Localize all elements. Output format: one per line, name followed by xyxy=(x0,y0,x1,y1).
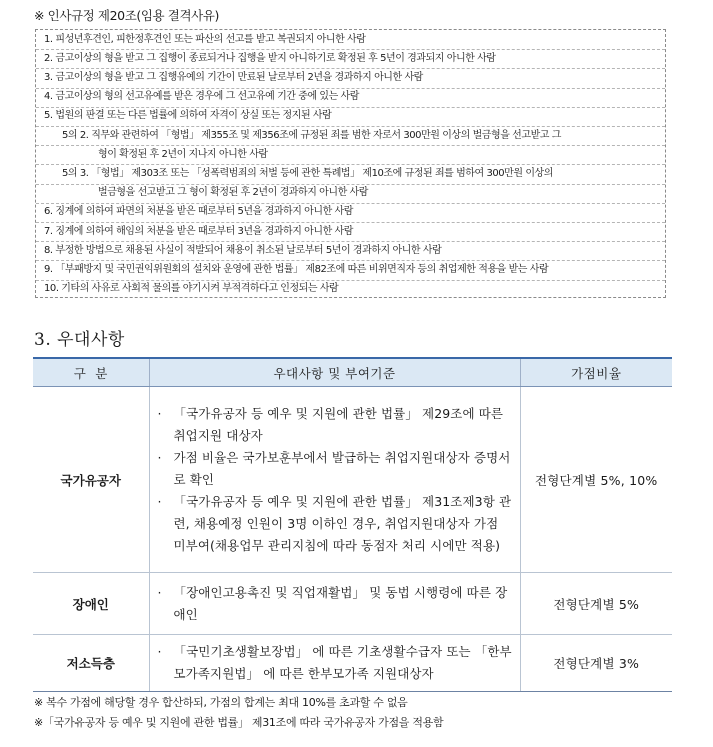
rule-separator xyxy=(36,88,665,89)
table-row xyxy=(33,387,672,573)
rule-line: 5의 2. 직무와 관련하여 「형법」 제355조 및 제356조에 규정된 죄를 범한 자로서 300만원 이상의 벌금형을 선고받고 그 xyxy=(62,129,561,141)
criteria-item xyxy=(158,641,514,685)
rule-line: 1. 피성년후견인, 피한정후견인 또는 파산의 선고를 받고 복권되지 아니한 사람 xyxy=(44,33,366,45)
rule-line: 3. 금고이상의 형을 받고 그 집행유예의 기간이 만료된 날로부터 2년을 경과하지 아니한 사람 xyxy=(44,71,423,83)
bullet: · xyxy=(157,584,162,600)
rule-separator xyxy=(36,107,665,108)
table-row xyxy=(33,635,672,692)
criteria-item xyxy=(158,582,514,626)
footnote-cap: ※ 복수 가점에 해당할 경우 합산하되, 가점의 합계는 최대 10%를 초과할 수 없음 xyxy=(34,696,408,709)
rule-separator xyxy=(36,126,665,127)
criteria-item xyxy=(158,447,514,491)
rule-separator xyxy=(36,280,665,281)
rule-line: 4. 금고이상의 형의 선고유예를 받은 경우에 그 선고유예 기간 중에 있는 사람 xyxy=(44,91,359,103)
rule-line: 형이 확정된 후 2년이 지나지 아니한 사람 xyxy=(98,148,268,160)
row-criteria xyxy=(149,387,520,573)
rule-line: 벌금형을 선고받고 그 형이 확정된 후 2년이 경과하지 아니한 사람 xyxy=(98,187,368,199)
criteria-text: 「장애인고용촉진 및 직업재활법」 및 동법 시행령에 따른 장애인 xyxy=(173,584,508,622)
preference-table xyxy=(33,357,672,692)
section-heading: 3. 우대사항 xyxy=(34,330,125,350)
rule-separator xyxy=(36,241,665,242)
criteria-item xyxy=(158,403,514,447)
rule-line: 5의 3. 「형법」 제303조 또는 「성폭력범죄의 처벌 등에 관한 특례법」 제10조에 규정된 죄를 범하여 300만원 이상의 xyxy=(62,167,553,179)
row-criteria xyxy=(149,573,520,635)
rule-line: 8. 부정한 방법으로 채용된 사실이 적발되어 채용이 취소된 날로부터 5년이 경과하지 아니한 사람 xyxy=(44,244,442,256)
criteria-text: 가점 비율은 국가보훈부에서 발급하는 취업지원대상자 증명서로 확인 xyxy=(173,449,511,487)
bullet: · xyxy=(157,493,162,509)
rule-line: 10. 기타의 사유로 사회적 물의를 야기시켜 부적격하다고 인정되는 사람 xyxy=(44,283,339,295)
rule-line: 2. 금고이상의 형을 받고 그 집행이 종료되거나 집행을 받지 아니하기로 확정된 후 5년이 경과되지 아니한 사람 xyxy=(44,52,496,64)
rule-line: 9. 「부패방지 및 국민권익위원회의 설치와 운영에 관한 법률」 제82조에 따른 비위면직자 등의 취업제한 적용을 받는 사람 xyxy=(44,263,549,275)
table-row xyxy=(33,573,672,635)
bullet: · xyxy=(157,644,162,659)
row-criteria xyxy=(149,635,520,692)
rule-separator xyxy=(36,222,665,223)
bullet: · xyxy=(157,405,162,421)
rule-separator xyxy=(36,145,665,146)
row-rate: 전형단계별 3% xyxy=(520,635,672,692)
header-category: 구 분 xyxy=(33,358,149,387)
row-rate: 전형단계별 5%, 10% xyxy=(520,387,672,573)
criteria-text: 「국민기초생활보장법」 에 따른 기초생활수급자 또는 「한부모가족지원법」 에 따른 한부모가족 지원대상자 xyxy=(173,644,512,681)
rule-separator xyxy=(36,184,665,185)
rule-separator xyxy=(36,68,665,69)
rule-title: ※ 인사규정 제20조(임용 결격사유) xyxy=(34,8,219,23)
rule-separator xyxy=(36,164,665,165)
rule-separator xyxy=(36,203,665,204)
rule-line: 6. 징계에 의하여 파면의 처분을 받은 때로부터 5년을 경과하지 아니한 사람 xyxy=(44,206,353,218)
disqualification-list xyxy=(35,29,666,298)
header-rate: 가점비율 xyxy=(520,358,672,387)
row-category: 장애인 xyxy=(33,573,149,635)
rule-line: 5. 법원의 판결 또는 다른 법률에 의하여 자격이 상실 또는 정지된 사람 xyxy=(44,110,332,122)
criteria-text: 「국가유공자 등 예우 및 지원에 관한 법률」 제29조에 따른 취업지원 대상자 xyxy=(173,405,504,443)
criteria-item xyxy=(158,491,514,557)
footnote-law: ※「국가유공자 등 예우 및 지원에 관한 법률」 제31조에 따라 국가유공자 가점을 적용함 xyxy=(34,716,444,729)
rule-line: 7. 징계에 의하여 해임의 처분을 받은 때로부터 3년을 경과하지 아니한 사람 xyxy=(44,225,353,237)
row-category: 저소득층 xyxy=(33,635,149,692)
header-criteria: 우대사항 및 부여기준 xyxy=(149,358,520,387)
bullet: · xyxy=(157,449,162,465)
criteria-text: 「국가유공자 등 예우 및 지원에 관한 법률」 제31조제3항 관련, 채용예정 인원이 3명 이하인 경우, 취업지원대상자 가점 미부여(채용업무 관리지침에 따라 동점자 처리 시에만 적용) xyxy=(173,493,512,553)
rule-separator xyxy=(36,49,665,50)
row-category: 국가유공자 xyxy=(33,387,149,573)
table-header-row xyxy=(33,358,672,387)
row-rate: 전형단계별 5% xyxy=(520,573,672,635)
rule-separator xyxy=(36,260,665,261)
